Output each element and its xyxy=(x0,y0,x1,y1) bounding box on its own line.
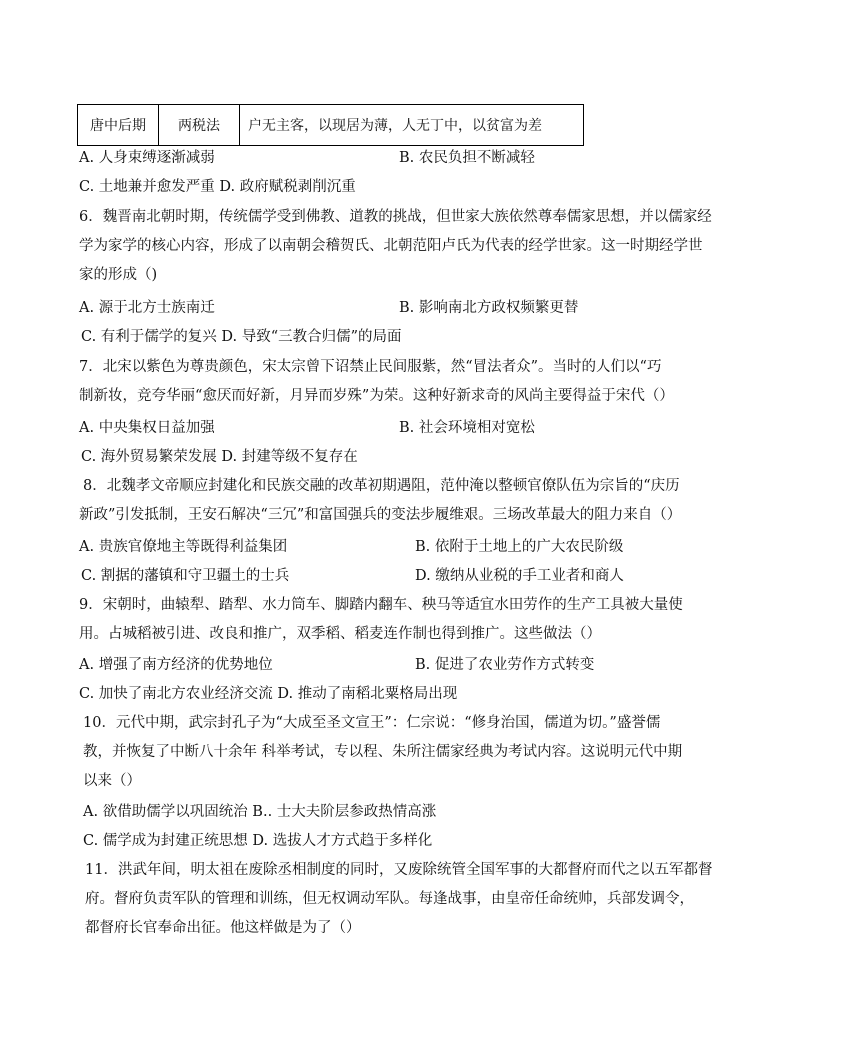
q5-option-a: A. 人身束缚逐渐减弱 xyxy=(79,150,215,166)
q9-option-a: A. 增强了南方经济的优势地位 xyxy=(79,657,273,673)
q10-option-cd: C. 儒学成为封建正统思想 D. 选拔人才方式趋于多样化 xyxy=(83,833,433,849)
table-cell-period: 唐中后期 xyxy=(78,105,159,146)
q9-option-cd: C. 加快了南北方农业经济交流 D. 推动了南稻北粟格局出现 xyxy=(79,686,458,702)
q8-stem-line: 8．北魏孝文帝顺应封建化和民族交融的改革初期遇阻，范仲淹以整顿官僚队伍为宗旨的“庆历 xyxy=(83,478,680,494)
q8-option-d: D. 缴纳从业税的手工业者和商人 xyxy=(415,568,624,584)
q8-stem-line: 新政”引发抵制，王安石解决“三冗”和富国强兵的变法步履维艰。三场改革最大的阻力来自（） xyxy=(79,507,682,523)
q7-stem-line: 制新妆，竞夸华丽“愈厌而好新，月异而岁殊”为荣。这种好新求奇的风尚主要得益于宋代（） xyxy=(79,388,674,404)
q10-stem-line: 10．元代中期，武宗封孔子为“大成至圣文宣王”：仁宗说：“修身治国，儒道为切。”盛誉儒 xyxy=(83,715,661,731)
q7-stem-line: 7．北宋以紫色为尊贵颜色，宋太宗曾下诏禁止民间服紫，然“冒法者众”。当时的人们以“巧 xyxy=(79,359,662,375)
q9-option-b: B. 促进了农业劳作方式转变 xyxy=(415,657,595,673)
q6-stem-line: 家的形成（) xyxy=(79,267,158,283)
table-cell-content: 户无主客，以现居为薄，人无丁中，以贫富为差 xyxy=(240,105,584,146)
q5-option-cd: C. 土地兼并愈发严重 D. 政府赋税剥削沉重 xyxy=(79,179,356,195)
q11-stem-line: 府。督府负责军队的管理和训练，但无权调动军队。每逢战事，由皇帝任命统帅，兵部发调令， xyxy=(85,891,694,907)
q8-option-b: B. 依附于土地上的广大农民阶级 xyxy=(415,539,624,555)
q7-option-b: B. 社会环境相对宽松 xyxy=(399,420,535,436)
q7-option-cd: C. 海外贸易繁荣发展 D. 封建等级不复存在 xyxy=(81,449,358,465)
q10-option-ab: A. 欲借助儒学以巩固统治 B.. 士大夫阶层参政热情高涨 xyxy=(83,804,437,820)
q8-option-c: C. 割据的藩镇和守卫疆土的士兵 xyxy=(81,568,290,584)
q9-stem-line: 9．宋朝时，曲辕犁、踏犁、水力筒车、脚踏内翻车、秧马等适宜水田劳作的生产工具被大量使 xyxy=(79,597,683,613)
q11-stem-line: 都督府长官奉命出征。他这样做是为了（） xyxy=(85,920,361,936)
q6-option-b: B. 影响南北方政权频繁更替 xyxy=(399,300,579,316)
q6-option-a: A. 源于北方士族南迁 xyxy=(79,300,215,316)
table-cell-law: 两税法 xyxy=(159,105,240,146)
table-row xyxy=(78,105,584,146)
q7-option-a: A. 中央集权日益加强 xyxy=(79,420,215,436)
q10-stem-line: 以来（） xyxy=(83,773,141,789)
q11-stem-line: 11．洪武年间，明太祖在废除丞相制度的同时，又废除统管全国军事的大都督府而代之以五军都督 xyxy=(85,862,713,878)
q6-stem-line: 6．魏晋南北朝时期，传统儒学受到佛教、道教的挑战，但世家大族依然尊奉儒家思想，并以儒家经 xyxy=(79,209,712,225)
q9-stem-line: 用。占城稻被引进、改良和推广，双季稻、稻麦连作制也得到推广。这些做法（） xyxy=(79,626,601,642)
q8-option-a: A. 贵族官僚地主等既得利益集团 xyxy=(79,539,288,555)
q5-option-b: B. 农民负担不断减轻 xyxy=(399,150,535,166)
tax-law-table xyxy=(77,104,584,146)
q10-stem-line: 教，并恢复了中断八十余年 科举考试，专以程、朱所注儒家经典为考试内容。这说明元代中期 xyxy=(83,744,683,760)
q6-option-cd: C. 有利于儒学的复兴 D. 导致“三教合归儒”的局面 xyxy=(81,329,402,345)
q6-stem-line: 学为家学的核心内容，形成了以南朝会稽贺氏、北朝范阳卢氏为代表的经学世家。这一时期经学世 xyxy=(79,238,703,254)
